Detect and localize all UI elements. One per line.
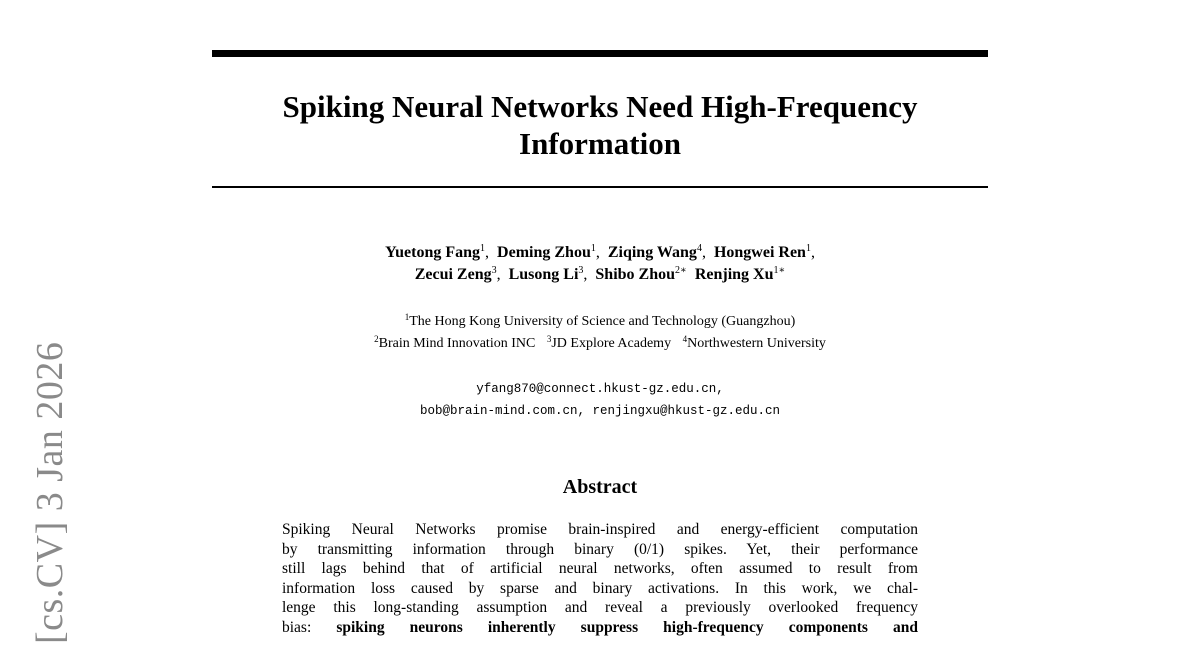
author-name: Ziqing Wang [607, 244, 697, 261]
author [385, 244, 485, 261]
abstract-line: Spiking Neural Networks promise brain-inspired and energy-efficient computation [282, 521, 918, 538]
author-affiliation-mark: 3 [578, 265, 584, 276]
author-line-1: Yuetong Fang$^1$, Deming Zhou$^1$, Ziqing Wang$^4$, Hongwei Ren$^1$, [385, 243, 815, 261]
arxiv-side-stamp [28, 342, 76, 648]
author-name: Deming Zhou [497, 244, 591, 261]
author-affiliation-mark: 2∗ [675, 265, 687, 276]
author [415, 266, 497, 283]
author-affiliation-mark: 1 [805, 243, 811, 254]
author [595, 266, 686, 283]
affiliation-3: JD Explore Academy [551, 336, 672, 351]
affiliation-mark: 4 [682, 334, 688, 344]
email-list [212, 378, 988, 422]
affiliation-1: The Hong Kong University of Science and Technology (Guangzhou) [409, 314, 796, 329]
affiliation-list [212, 311, 988, 355]
abstract-line: by transmitting information through binary (0/1) spikes. Yet, their performance [282, 540, 918, 558]
author [497, 244, 596, 261]
abstract-line [282, 618, 918, 638]
author-list [212, 242, 988, 286]
email-line-1: yfang870@connect.hkust-gz.edu.cn, [476, 382, 724, 396]
title-line-2: Information [519, 126, 681, 161]
author-affiliation-mark: 1 [480, 243, 486, 254]
author-line-2: Zecui Zeng$^3$, Lusong Li$^3$, Shibo Zhou$^{2∗}$ Renjing $Xu^{1∗}$ [414, 265, 786, 283]
affiliation-4: Northwestern University [687, 336, 826, 351]
author-name: Hongwei Ren [713, 244, 806, 261]
abstract-line: information loss caused by sparse and binary activations. In this work, we chal- [282, 579, 918, 597]
affiliation-2: Brain Mind Innovation INC [378, 336, 536, 351]
title-top-rule [212, 50, 988, 57]
abstract-line: still lags behind that of artificial neural networks, often assumed to result from [282, 560, 918, 577]
arxiv-stamp-text: [cs.CV] 3 Jan 2026 [29, 342, 71, 644]
affiliation-line-2 [212, 333, 988, 355]
author-name: Lusong Li [508, 266, 579, 283]
email-line-2: bob@brain-mind.com.cn, renjingxu@hkust-gz.edu.cn [419, 404, 781, 418]
affiliation-line-1 [212, 311, 988, 333]
author [695, 266, 785, 283]
abstract-body [282, 520, 918, 637]
affiliation-mark: 3 [546, 334, 552, 344]
author-affiliation-mark: 1 [590, 243, 596, 254]
author-affiliation-mark: 1∗ [773, 265, 786, 276]
abstract-heading: Abstract [562, 476, 638, 498]
author-affiliation-mark: 3 [491, 265, 497, 276]
title-bottom-rule [212, 186, 988, 188]
author-name: Shibo Zhou [595, 266, 676, 283]
paper-title [212, 88, 988, 162]
author-affiliation-mark: 4 [696, 243, 702, 254]
author-name: Zecui Zeng [414, 266, 492, 283]
abstract-bold-claim: spiking neurons inherently suppress high-frequency components and [336, 618, 918, 636]
affiliation-mark: 2 [374, 334, 379, 344]
author [714, 244, 811, 261]
author [608, 244, 702, 261]
affiliation-mark: 1 [404, 312, 410, 322]
author-name: Renjing Xu [694, 266, 774, 283]
title-line-1: Spiking Neural Networks Need High-Frequency [282, 89, 918, 124]
author [509, 266, 584, 283]
abstract-line-prefix: bias: [282, 618, 337, 636]
abstract-line: lenge this long-standing assumption and reveal a previously overlooked frequency [282, 599, 918, 616]
author-name: Yuetong Fang [385, 244, 481, 261]
